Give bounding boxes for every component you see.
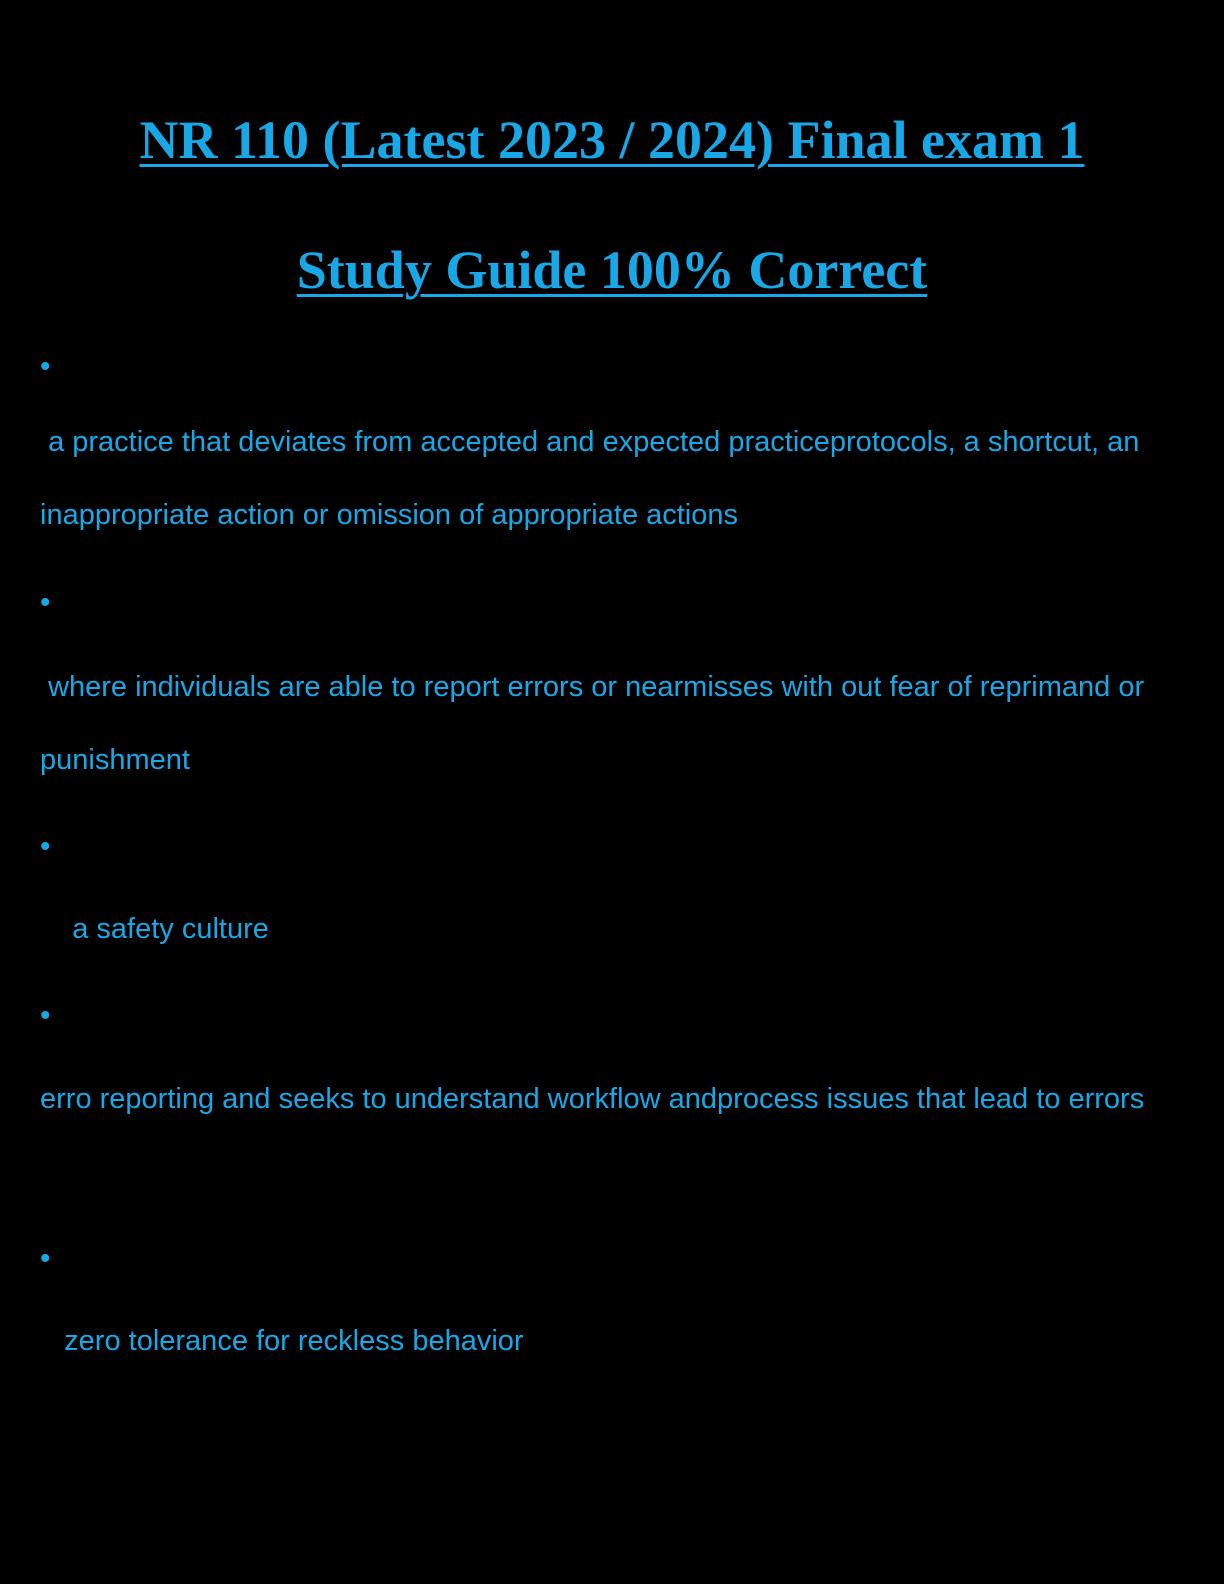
bullet-marker: • [40, 830, 51, 863]
document-title-line-2 [0, 240, 1224, 300]
bullet-marker: • [40, 999, 51, 1032]
list-item-text: a safety culture [40, 913, 269, 945]
list-item-text: erro reporting and seeks to understand workflow andprocess issues that lead to errors [40, 1083, 1145, 1115]
document-title-line-1 [0, 110, 1224, 170]
bullet-marker: • [40, 1242, 51, 1275]
list-item-text: zero tolerance for reckless behavior [40, 1325, 524, 1357]
title-line-2-text: Study Guide 100% Correct [296, 240, 928, 300]
list-item-text: where individuals are able to report errors or nearmisses with out fear of reprimand or punishment [40, 671, 1153, 776]
bullet-marker: • [40, 350, 51, 383]
list-item-text: a practice that deviates from accepted and expected practiceprotocols, a shortcut, an inappropriate action or omission of appropriate actions [40, 426, 1148, 531]
title-line-1-text: NR 110 (Latest 2023 / 2024) Final exam 1 [139, 110, 1085, 170]
bullet-marker: • [40, 586, 51, 619]
